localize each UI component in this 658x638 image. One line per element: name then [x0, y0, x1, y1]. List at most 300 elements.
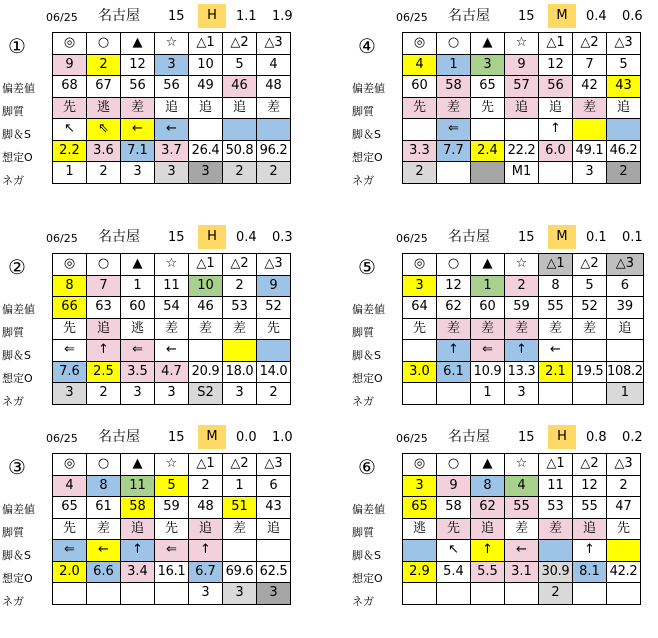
- expected-odds-cell: 50.8: [223, 140, 257, 162]
- horse-number-cell: 4: [403, 54, 437, 76]
- negative-cell: 2: [539, 583, 573, 605]
- leg-speed-cell: [403, 540, 437, 562]
- running-style-cell: 先: [471, 97, 505, 119]
- row-label-hensachi: 偏差値: [352, 503, 385, 516]
- leg-speed-cell: ↑: [437, 340, 471, 362]
- mark-cell: △1: [189, 454, 223, 476]
- deviation-row: [53, 76, 291, 98]
- horse-number-cell: 8: [53, 275, 87, 297]
- horse-number-cell: 4: [53, 475, 87, 497]
- deviation-cell: 54: [155, 297, 189, 319]
- horse-number-cell: 6: [607, 275, 644, 297]
- deviation-row: [53, 297, 291, 319]
- horse-number-row: [53, 54, 291, 76]
- negative-cell: 3: [257, 583, 291, 605]
- row-label-nega: ネガ: [352, 174, 374, 187]
- row-label-ashi: 脚＆S: [2, 549, 31, 562]
- expected-odds-row: [53, 361, 291, 383]
- running-style-cell: 差: [223, 318, 257, 340]
- racecourse-name: 名古屋: [448, 8, 490, 24]
- running-style-cell: 先: [403, 97, 437, 119]
- deviation-cell: 43: [607, 76, 641, 98]
- leg-speed-cell: ←: [87, 540, 121, 562]
- mark-cell: ▲: [471, 33, 505, 55]
- horse-number-cell: 12: [121, 54, 155, 76]
- running-style-cell: 差: [505, 518, 539, 540]
- horse-number-cell: 2: [505, 275, 539, 297]
- horse-number-cell: 1: [223, 475, 257, 497]
- running-style-cell: 逃: [87, 97, 121, 119]
- leg-speed-cell: [607, 340, 644, 362]
- negative-cell: 3: [121, 383, 155, 405]
- deviation-cell: 65: [53, 497, 87, 519]
- running-style-cell: 先: [53, 97, 87, 119]
- row-label-ashi: 脚＆S: [2, 349, 31, 362]
- deviation-cell: 56: [121, 76, 155, 98]
- mark-row: [53, 254, 291, 276]
- negative-cell: 3: [155, 383, 189, 405]
- horse-number-cell: 5: [223, 54, 257, 76]
- deviation-row: [403, 76, 641, 98]
- deviation-cell: 65: [471, 76, 505, 98]
- negative-row: [403, 583, 641, 605]
- running-style-cell: 追: [189, 97, 223, 119]
- running-style-cell: 差: [573, 318, 607, 340]
- expected-odds-cell: 6.7: [189, 561, 223, 583]
- race-grade-badge: H: [548, 425, 576, 449]
- leg-speed-row: [53, 340, 291, 362]
- negative-cell: 1: [607, 383, 644, 405]
- deviation-cell: 39: [607, 297, 644, 319]
- leg-speed-cell: [257, 340, 291, 362]
- row-label-nega: ネガ: [2, 595, 24, 608]
- horse-number-cell: 8: [87, 475, 121, 497]
- horse-number-cell: 12: [437, 275, 471, 297]
- index-value-1: 0.8: [586, 430, 607, 445]
- deviation-cell: 64: [403, 297, 437, 319]
- mark-cell: △2: [223, 33, 257, 55]
- expected-odds-cell: 108.2: [607, 361, 644, 383]
- negative-row: [53, 383, 291, 405]
- mark-cell: △3: [257, 454, 291, 476]
- horse-number-cell: 8: [471, 475, 505, 497]
- horse-number-cell: 2: [87, 54, 121, 76]
- deviation-cell: 67: [87, 76, 121, 98]
- mark-cell: ☆: [155, 33, 189, 55]
- expected-odds-cell: 3.3: [403, 140, 437, 162]
- mark-cell: ▲: [121, 254, 155, 276]
- mark-cell: △1: [539, 454, 573, 476]
- horse-number-cell: 1: [471, 275, 505, 297]
- mark-cell: △2: [573, 454, 607, 476]
- leg-speed-cell: [257, 119, 291, 141]
- deviation-row: [403, 497, 641, 519]
- negative-cell: [437, 383, 471, 405]
- negative-cell: 3: [223, 583, 257, 605]
- deviation-cell: 42: [573, 76, 607, 98]
- running-style-cell: 先: [257, 318, 291, 340]
- deviation-cell: 60: [471, 297, 505, 319]
- running-style-cell: 差: [505, 318, 539, 340]
- running-style-cell: 差: [121, 97, 155, 119]
- horse-number-cell: 5: [607, 54, 641, 76]
- horse-number-cell: 3: [403, 275, 437, 297]
- mark-cell: ▲: [471, 454, 505, 476]
- running-style-row: [53, 318, 291, 340]
- mark-cell: ○: [87, 254, 121, 276]
- leg-speed-cell: [189, 340, 223, 362]
- horse-number-cell: 12: [539, 54, 573, 76]
- panel-number: ③: [8, 455, 26, 479]
- horse-number-cell: 10: [189, 275, 223, 297]
- running-style-cell: 先: [403, 318, 437, 340]
- mark-cell: △2: [223, 254, 257, 276]
- negative-cell: 3: [121, 162, 155, 184]
- expected-odds-row: [53, 140, 291, 162]
- leg-speed-cell: ↑: [87, 340, 121, 362]
- horse-number-cell: 7: [87, 275, 121, 297]
- leg-speed-cell: ←: [155, 340, 189, 362]
- leg-speed-cell: ⇐: [53, 540, 87, 562]
- expected-odds-cell: 2.0: [53, 561, 87, 583]
- negative-cell: [471, 583, 505, 605]
- deviation-cell: 51: [223, 497, 257, 519]
- expected-odds-row: [403, 140, 641, 162]
- horse-number-cell: 2: [607, 475, 641, 497]
- horse-number-cell: 6: [257, 475, 291, 497]
- running-style-cell: 先: [53, 318, 87, 340]
- expected-odds-cell: 46.2: [607, 140, 641, 162]
- mark-cell: △1: [539, 33, 573, 55]
- negative-cell: 3: [573, 162, 607, 184]
- expected-odds-cell: 14.0: [257, 361, 291, 383]
- mark-cell: ☆: [505, 454, 539, 476]
- horse-number-cell: 8: [539, 275, 573, 297]
- mark-cell: ▲: [121, 454, 155, 476]
- negative-cell: [437, 162, 471, 184]
- leg-speed-row: [53, 540, 291, 562]
- mark-cell: △3: [607, 33, 641, 55]
- leg-speed-cell: [471, 119, 505, 141]
- horse-number-cell: 9: [53, 54, 87, 76]
- horse-number-cell: 7: [573, 54, 607, 76]
- racecourse-name: 名古屋: [98, 8, 140, 24]
- deviation-cell: 56: [539, 76, 573, 98]
- negative-cell: S2: [189, 383, 223, 405]
- running-style-cell: 差: [189, 318, 223, 340]
- deviation-cell: 55: [539, 297, 573, 319]
- leg-speed-cell: ⇐: [471, 340, 505, 362]
- deviation-cell: 53: [223, 297, 257, 319]
- panel-3: [0, 423, 308, 633]
- leg-speed-cell: [223, 540, 257, 562]
- expected-odds-cell: 2.5: [87, 361, 121, 383]
- mark-cell: ◎: [53, 33, 87, 55]
- negative-cell: [505, 583, 539, 605]
- negative-cell: [87, 583, 121, 605]
- expected-odds-cell: 6.0: [539, 140, 573, 162]
- negative-cell: [437, 583, 471, 605]
- mark-cell: ◎: [403, 454, 437, 476]
- negative-cell: [573, 383, 607, 405]
- leg-speed-cell: ↑: [505, 340, 539, 362]
- expected-odds-row: [53, 561, 291, 583]
- running-style-row: [403, 318, 644, 340]
- deviation-row: [53, 497, 291, 519]
- negative-cell: [607, 583, 641, 605]
- mark-row: [403, 254, 644, 276]
- horse-number-cell: 2: [223, 275, 257, 297]
- row-label-soutei: 想定O: [352, 151, 383, 164]
- leg-speed-cell: [505, 119, 539, 141]
- mark-cell: ◎: [53, 254, 87, 276]
- leg-speed-cell: [189, 119, 223, 141]
- index-value-2: 0.6: [622, 9, 643, 24]
- racecourse-name: 名古屋: [448, 429, 490, 445]
- mark-row: [403, 454, 641, 476]
- horse-number-cell: 12: [573, 475, 607, 497]
- panel-2: [0, 223, 308, 433]
- negative-cell: 3: [223, 383, 257, 405]
- negative-cell: 3: [189, 583, 223, 605]
- negative-cell: 3: [155, 162, 189, 184]
- leg-speed-cell: [223, 340, 257, 362]
- panel-4: [350, 2, 658, 212]
- mark-cell: ☆: [505, 254, 539, 276]
- deviation-cell: 52: [573, 297, 607, 319]
- expected-odds-cell: 16.1: [155, 561, 189, 583]
- mark-cell: △1: [189, 254, 223, 276]
- leg-speed-cell: ↖: [53, 119, 87, 141]
- horse-number-row: [403, 475, 641, 497]
- running-style-cell: 先: [437, 518, 471, 540]
- race-grade-badge: H: [198, 4, 226, 28]
- mark-row: [403, 33, 641, 55]
- mark-row: [53, 33, 291, 55]
- horse-number-row: [53, 275, 291, 297]
- index-value-1: 0.4: [586, 9, 607, 24]
- negative-cell: 2: [223, 162, 257, 184]
- negative-cell: 2: [403, 162, 437, 184]
- negative-cell: 1: [53, 162, 87, 184]
- leg-speed-cell: ↑: [573, 540, 607, 562]
- deviation-cell: 58: [437, 76, 471, 98]
- running-style-row: [403, 518, 641, 540]
- leg-speed-row: [53, 119, 291, 141]
- deviation-cell: 52: [257, 297, 291, 319]
- race-date: 06/25: [46, 232, 78, 245]
- horse-number-row: [403, 54, 641, 76]
- row-label-nega: ネガ: [2, 174, 24, 187]
- negative-row: [53, 162, 291, 184]
- leg-speed-cell: ↑: [121, 540, 155, 562]
- leg-speed-cell: ⇐: [437, 119, 471, 141]
- running-style-cell: 追: [189, 518, 223, 540]
- prediction-table: [52, 32, 291, 184]
- horse-number-cell: 1: [121, 275, 155, 297]
- running-style-cell: 追: [471, 518, 505, 540]
- leg-speed-cell: ↑: [471, 540, 505, 562]
- row-label-kyakushitsu: 脚質: [2, 105, 24, 118]
- expected-odds-row: [403, 561, 641, 583]
- row-label-kyakushitsu: 脚質: [352, 326, 374, 339]
- race-number: 15: [168, 430, 185, 445]
- deviation-cell: 48: [257, 76, 291, 98]
- running-style-cell: 追: [539, 97, 573, 119]
- mark-cell: ▲: [121, 33, 155, 55]
- row-label-kyakushitsu: 脚質: [352, 105, 374, 118]
- expected-odds-cell: 7.6: [53, 361, 87, 383]
- panel-number: ②: [8, 255, 26, 279]
- mark-cell: ○: [87, 33, 121, 55]
- running-style-cell: 先: [607, 518, 641, 540]
- mark-cell: ◎: [403, 33, 437, 55]
- panel-number: ⑥: [358, 455, 376, 479]
- row-label-soutei: 想定O: [352, 372, 383, 385]
- horse-number-cell: 9: [257, 275, 291, 297]
- index-value-1: 0.1: [586, 230, 607, 245]
- running-style-row: [53, 97, 291, 119]
- horse-number-cell: 9: [505, 54, 539, 76]
- expected-odds-cell: 19.5: [573, 361, 607, 383]
- deviation-cell: 49: [189, 76, 223, 98]
- running-style-cell: 差: [87, 518, 121, 540]
- race-number: 15: [518, 230, 535, 245]
- panel-number: ①: [8, 34, 26, 58]
- index-value-1: 0.4: [236, 230, 257, 245]
- racecourse-name: 名古屋: [98, 229, 140, 245]
- negative-row: [403, 383, 644, 405]
- race-number: 15: [518, 430, 535, 445]
- index-value-2: 1.9: [272, 9, 293, 24]
- row-label-nega: ネガ: [352, 595, 374, 608]
- prediction-table: [402, 32, 641, 184]
- panel-6: [350, 423, 658, 633]
- mark-cell: ○: [437, 454, 471, 476]
- expected-odds-cell: 7.1: [121, 140, 155, 162]
- horse-number-cell: 1: [437, 54, 471, 76]
- negative-cell: 2: [87, 162, 121, 184]
- deviation-cell: 46: [223, 76, 257, 98]
- race-date: 06/25: [46, 432, 78, 445]
- deviation-cell: 48: [189, 497, 223, 519]
- expected-odds-cell: 2.2: [53, 140, 87, 162]
- index-value-1: 1.1: [236, 9, 257, 24]
- running-style-cell: 追: [505, 97, 539, 119]
- deviation-cell: 57: [505, 76, 539, 98]
- running-style-cell: 差: [539, 518, 573, 540]
- negative-cell: 3: [53, 383, 87, 405]
- negative-row: [53, 583, 291, 605]
- expected-odds-cell: 2.9: [403, 561, 437, 583]
- panel-number: ④: [358, 34, 376, 58]
- expected-odds-cell: 8.1: [573, 561, 607, 583]
- expected-odds-cell: 20.9: [189, 361, 223, 383]
- running-style-cell: 追: [607, 97, 641, 119]
- negative-cell: [121, 583, 155, 605]
- running-style-cell: 差: [539, 318, 573, 340]
- mark-cell: ◎: [53, 454, 87, 476]
- mark-cell: ☆: [155, 254, 189, 276]
- negative-cell: [539, 383, 573, 405]
- horse-number-cell: 11: [539, 475, 573, 497]
- leg-speed-row: [403, 340, 644, 362]
- running-style-cell: 差: [437, 97, 471, 119]
- negative-cell: [155, 583, 189, 605]
- mark-cell: △3: [607, 454, 641, 476]
- expected-odds-cell: 30.9: [539, 561, 573, 583]
- negative-cell: [573, 583, 607, 605]
- row-label-hensachi: 偏差値: [2, 82, 35, 95]
- running-style-row: [53, 518, 291, 540]
- row-label-hensachi: 偏差値: [352, 303, 385, 316]
- negative-cell: [539, 162, 573, 184]
- expected-odds-cell: 6.1: [437, 361, 471, 383]
- deviation-cell: 55: [505, 497, 539, 519]
- leg-speed-cell: ←: [505, 540, 539, 562]
- deviation-cell: 63: [87, 297, 121, 319]
- running-style-cell: 追: [155, 97, 189, 119]
- leg-speed-cell: [607, 119, 641, 141]
- racecourse-name: 名古屋: [98, 429, 140, 445]
- horse-number-cell: 4: [257, 54, 291, 76]
- leg-speed-cell: ←: [155, 119, 189, 141]
- mark-cell: ○: [437, 33, 471, 55]
- leg-speed-cell: [403, 119, 437, 141]
- expected-odds-cell: 3.6: [87, 140, 121, 162]
- row-label-kyakushitsu: 脚質: [2, 326, 24, 339]
- negative-cell: [471, 162, 505, 184]
- deviation-cell: 65: [403, 497, 437, 519]
- race-grade-badge: M: [548, 225, 576, 249]
- running-style-cell: 逃: [121, 318, 155, 340]
- row-label-soutei: 想定O: [2, 372, 33, 385]
- deviation-cell: 66: [53, 297, 87, 319]
- negative-cell: 1: [471, 383, 505, 405]
- expected-odds-cell: 3.4: [121, 561, 155, 583]
- mark-row: [53, 454, 291, 476]
- expected-odds-cell: 96.2: [257, 140, 291, 162]
- deviation-cell: 53: [539, 497, 573, 519]
- mark-cell: △1: [189, 33, 223, 55]
- panel-5: [350, 223, 658, 433]
- expected-odds-cell: 22.2: [505, 140, 539, 162]
- mark-cell: △2: [573, 33, 607, 55]
- prediction-table: [52, 453, 291, 605]
- horse-number-cell: 10: [189, 54, 223, 76]
- race-number: 15: [168, 230, 185, 245]
- row-label-ashi: 脚＆S: [352, 128, 381, 141]
- expected-odds-cell: 42.2: [607, 561, 641, 583]
- race-grade-badge: M: [198, 425, 226, 449]
- expected-odds-cell: 3.5: [121, 361, 155, 383]
- horse-number-cell: 3: [471, 54, 505, 76]
- deviation-cell: 59: [155, 497, 189, 519]
- deviation-cell: 62: [437, 297, 471, 319]
- expected-odds-cell: 18.0: [223, 361, 257, 383]
- row-label-hensachi: 偏差値: [2, 503, 35, 516]
- running-style-cell: 差: [471, 318, 505, 340]
- running-style-cell: 先: [53, 518, 87, 540]
- leg-speed-row: [403, 540, 641, 562]
- running-style-cell: 差: [223, 518, 257, 540]
- leg-speed-cell: ⇖: [87, 119, 121, 141]
- negative-cell: 2: [607, 162, 641, 184]
- running-style-cell: 追: [573, 518, 607, 540]
- expected-odds-cell: 4.7: [155, 361, 189, 383]
- leg-speed-cell: ⇐: [121, 340, 155, 362]
- running-style-cell: 差: [437, 318, 471, 340]
